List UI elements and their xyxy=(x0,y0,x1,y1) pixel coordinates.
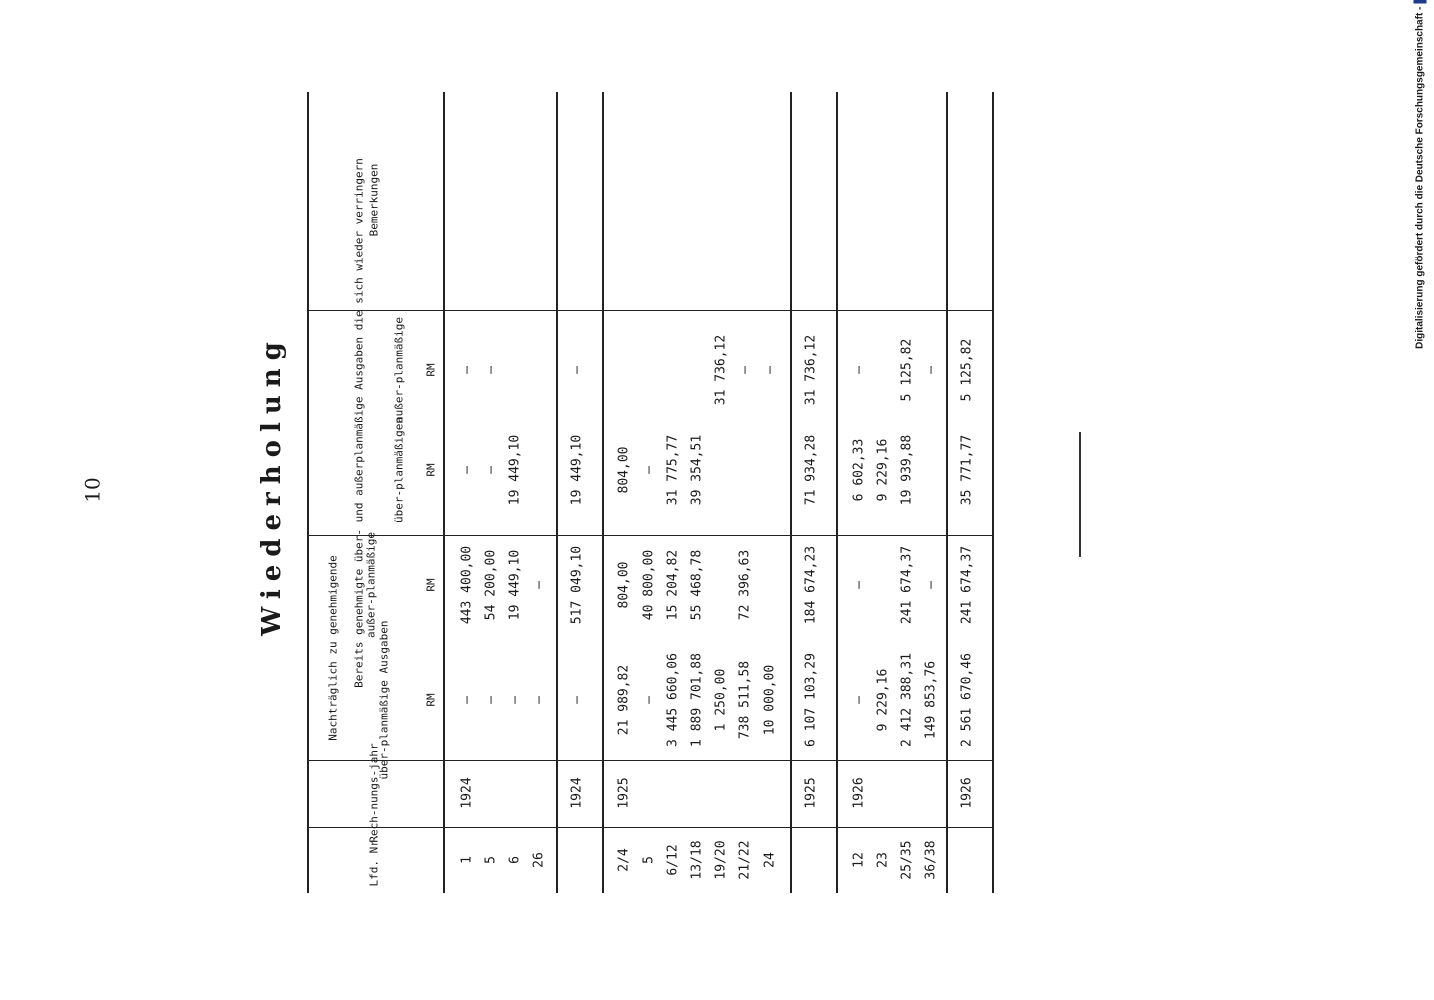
total-ueberplanmaessig: 6 107 103,29 xyxy=(803,653,819,747)
row-ueberplanmaessig: — xyxy=(531,696,547,704)
header-bereits-ueber: über-planmäßigen xyxy=(392,417,406,523)
row-bereits-ausser: — xyxy=(737,366,753,374)
total-ausserplanmaessig: 241 674,37 xyxy=(959,545,975,625)
header-lfd-nr: Lfd. Nr. xyxy=(367,833,381,887)
group-rule-2 xyxy=(602,92,604,893)
row-ueberplanmaessig: 738 511,58 xyxy=(737,660,753,740)
header-ueberplanmaessig: über-planmäßige Ausgaben xyxy=(377,620,391,780)
group-rule-1 xyxy=(556,92,558,893)
row-bereits-ausser: — xyxy=(762,366,778,374)
table-left-rule xyxy=(307,92,309,893)
row-ueberplanmaessig: — xyxy=(483,696,499,704)
row-ueberplanmaessig: — xyxy=(851,696,867,704)
row-nr: 6/12 xyxy=(665,844,681,876)
row-nr: 26 xyxy=(531,852,547,868)
row-ueberplanmaessig: 1 250,00 xyxy=(713,668,729,732)
group-rule-3 xyxy=(790,92,792,893)
total-ausserplanmaessig: 517 049,10 xyxy=(569,545,585,625)
row-jahr: 1926 xyxy=(851,777,867,809)
col-rule-bereits xyxy=(307,310,992,311)
row-ueberplanmaessig: 1 889 701,88 xyxy=(689,653,705,747)
dfg-logo xyxy=(1414,0,1427,4)
total-bereits-ueber: 35 771,77 xyxy=(959,434,975,506)
row-nr: 2/4 xyxy=(616,848,632,872)
row-jahr: 1924 xyxy=(459,777,475,809)
row-nr: 25/35 xyxy=(899,840,915,880)
row-bereits-ueber: 19 449,10 xyxy=(507,434,523,506)
row-bereits-ueber: 6 602,33 xyxy=(851,438,867,502)
row-ausserplanmaessig: 804,00 xyxy=(616,561,632,609)
row-bereits-ausser: — xyxy=(459,366,475,374)
total-jahr: 1924 xyxy=(569,777,585,809)
header-bemerkungen: Bemerkungen xyxy=(367,163,381,237)
row-nr: 1 xyxy=(459,856,475,864)
row-bereits-ausser: — xyxy=(851,366,867,374)
row-bereits-ueber: 39 354,51 xyxy=(689,434,705,506)
row-bereits-ueber: 804,00 xyxy=(616,446,632,494)
header-nachtraeglich: Nachträglich zu genehmigende xyxy=(326,555,340,741)
row-nr: 23 xyxy=(875,852,891,868)
row-jahr: 1925 xyxy=(616,777,632,809)
row-nr: 36/38 xyxy=(923,840,939,880)
total-ueberplanmaessig: — xyxy=(569,696,585,704)
row-ueberplanmaessig: — xyxy=(641,696,657,704)
col-rule-nr xyxy=(307,827,992,828)
total-bereits-ausser: 5 125,82 xyxy=(959,338,975,402)
header-unit-3: RM xyxy=(424,463,438,477)
row-ueberplanmaessig: — xyxy=(459,696,475,704)
page-title: Wiederholung xyxy=(257,334,287,636)
header-ausserplanmaessig: außer-planmäßige xyxy=(364,532,378,638)
row-bereits-ausser: 31 736,12 xyxy=(713,334,729,406)
row-nr: 13/18 xyxy=(689,840,705,880)
row-bereits-ueber: 9 229,16 xyxy=(875,438,891,502)
decorative-rule xyxy=(1079,432,1081,557)
row-ueberplanmaessig: 2 412 388,31 xyxy=(899,653,915,747)
total-jahr: 1926 xyxy=(959,777,975,809)
row-nr: 21/22 xyxy=(737,840,753,880)
table-right-rule xyxy=(992,92,994,893)
row-ausserplanmaessig: 54 200,00 xyxy=(483,549,499,621)
row-ausserplanmaessig: — xyxy=(851,581,867,589)
page-number: 10 xyxy=(80,477,105,503)
header-unit-1: RM xyxy=(424,693,438,707)
total-jahr: 1925 xyxy=(803,777,819,809)
row-ueberplanmaessig: 3 445 660,06 xyxy=(665,653,681,747)
row-ueberplanmaessig: — xyxy=(507,696,523,704)
row-bereits-ueber: — xyxy=(641,466,657,474)
row-bereits-ueber: 31 775,77 xyxy=(665,434,681,506)
row-ausserplanmaessig: 443 400,00 xyxy=(459,545,475,625)
header-unit-4: RM xyxy=(424,363,438,377)
row-nr: 19/20 xyxy=(713,840,729,880)
row-bereits-ausser: 5 125,82 xyxy=(899,338,915,402)
row-ausserplanmaessig: 241 674,37 xyxy=(899,545,915,625)
group-rule-5 xyxy=(946,92,948,893)
row-bereits-ueber: 19 939,88 xyxy=(899,434,915,506)
row-nr: 6 xyxy=(507,856,523,864)
row-ueberplanmaessig: 21 989,82 xyxy=(616,664,632,736)
total-ausserplanmaessig: 184 674,23 xyxy=(803,545,819,625)
row-bereits-ausser: — xyxy=(923,366,939,374)
credit-text: Digitalisierung gefördert durch die Deutsche Forschungsgemeinschaft - xyxy=(1414,6,1426,349)
row-nr: 5 xyxy=(641,856,657,864)
row-ueberplanmaessig: 10 000,00 xyxy=(762,664,778,736)
group-rule-0 xyxy=(443,92,445,893)
row-ausserplanmaessig: — xyxy=(531,581,547,589)
row-ausserplanmaessig: 19 449,10 xyxy=(507,549,523,621)
total-ueberplanmaessig: 2 561 670,46 xyxy=(959,653,975,747)
total-bereits-ausser: 31 736,12 xyxy=(803,334,819,406)
row-nr: 5 xyxy=(483,856,499,864)
header-rechnungsjahr: Rech-nungs-jahr xyxy=(367,743,381,843)
row-ueberplanmaessig: 9 229,16 xyxy=(875,668,891,732)
col-rule-amounts xyxy=(307,535,992,536)
digitization-credit xyxy=(1414,0,1427,457)
row-nr: 12 xyxy=(851,852,867,868)
col-rule-jahr xyxy=(307,760,992,761)
row-bereits-ueber: — xyxy=(459,466,475,474)
total-bereits-ueber: 71 934,28 xyxy=(803,434,819,506)
header-unit-2: RM xyxy=(424,578,438,592)
row-ausserplanmaessig: 72 396,63 xyxy=(737,549,753,621)
row-ausserplanmaessig: 55 468,78 xyxy=(689,549,705,621)
row-ausserplanmaessig: 15 204,82 xyxy=(665,549,681,621)
row-ausserplanmaessig: 40 800,00 xyxy=(641,549,657,621)
total-bereits-ausser: — xyxy=(569,366,585,374)
row-ausserplanmaessig: — xyxy=(923,581,939,589)
row-bereits-ausser: — xyxy=(483,366,499,374)
header-bereits: Bereits genehmigte über- und außerplanmäßige Ausgaben die sich wieder verringern xyxy=(352,158,366,688)
row-ueberplanmaessig: 149 853,76 xyxy=(923,660,939,740)
total-bereits-ueber: 19 449,10 xyxy=(569,434,585,506)
header-bereits-ausser: außer-planmäßige xyxy=(392,317,406,423)
row-bereits-ueber: — xyxy=(483,466,499,474)
row-nr: 24 xyxy=(762,852,778,868)
group-rule-4 xyxy=(836,92,838,893)
